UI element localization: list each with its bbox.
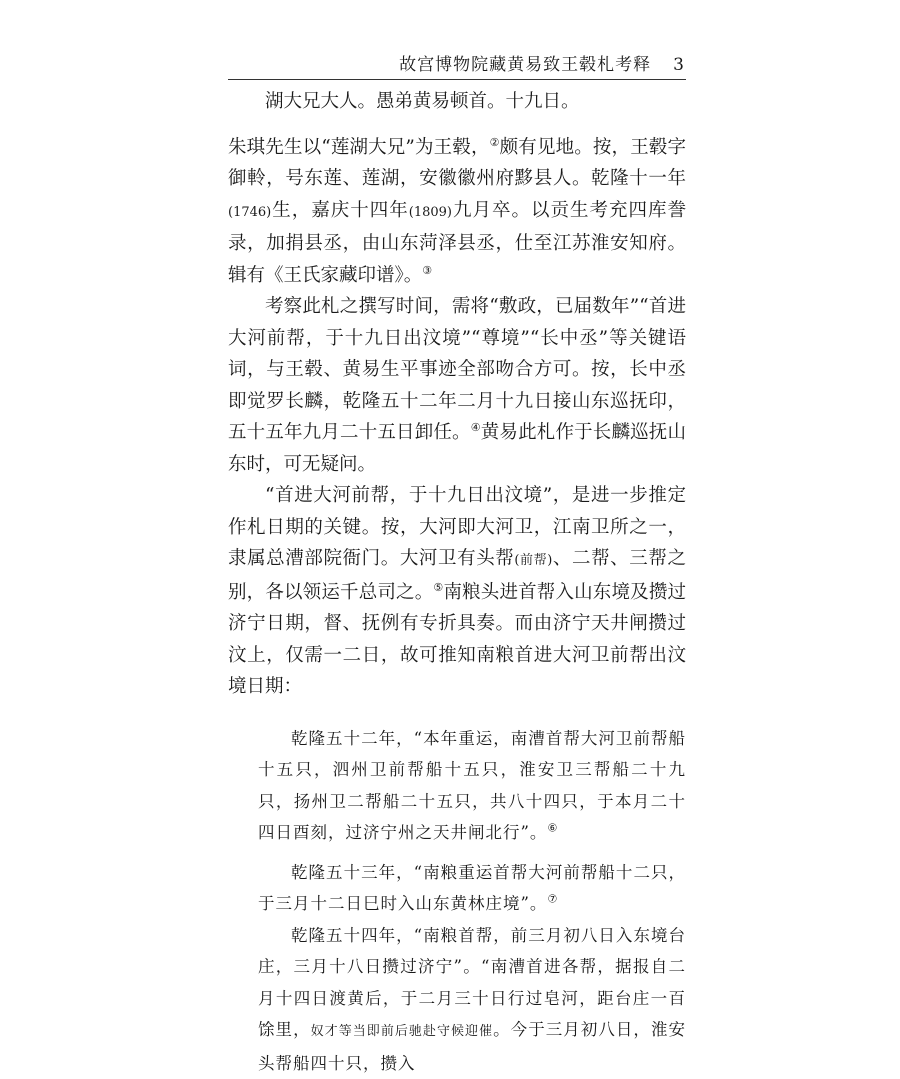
paragraph-gap [228,849,686,857]
text-run: 乾隆五十二年，“本年重运，南漕首帮大河卫前帮船十五只，泗州卫前帮船十五只，淮安卫三帮船二十九只，扬州卫二帮船二十五只，共八十四只，于本月二十四日酉刻，过济宁州之天井闸北行”。 [258,729,686,843]
text-run: 生，嘉庆十四年 [271,200,409,221]
text-run: 。今于三月初八日，淮安头帮船四十只，攒入 [258,1020,686,1073]
paragraph-dating [228,291,686,480]
header-rule [228,79,686,80]
text-run: “首进大河前帮，于十九日出汶境”，是进一步推定作札日期的关键。按，大河即大河卫，江南卫所之一，隶属总漕部院衙门。大河卫有头帮 [228,485,686,569]
block-quote-1787 [258,723,686,849]
paragraph-gap [228,118,686,132]
footnote-marker: ⑦ [547,893,558,906]
text-run: 乾隆五十三年，“南粮重运首帮大河前帮船十二只，于三月十二日巳时入山东黄林庄境”。 [258,863,686,914]
footnote-marker: ③ [422,263,432,276]
page-body [228,86,686,1079]
footnote-marker: ④ [471,421,481,434]
text-run: 颇有见地。按，王毂字御軨，号东莲、莲湖，安徽徽州府黟县人。乾隆十一年 [228,137,686,190]
running-header [399,50,685,75]
footnote-marker: ② [490,135,500,148]
inline-annotation: (前帮) [514,553,552,568]
text-run: 、二帮、三帮之别，各以领运千总司之。 [228,548,686,603]
text-run: 考察此札之撰写时间，需将“敷政，已届数年”“首进大河前帮，于十九日出汶境”“尊境”“长中丞”等关键语词，与王毂、黄易生平事迹全部吻合方可。按，长中丞即觉罗长麟，乾隆五十二年二月十九日接山东巡抚印，五十五年九月二十五日卸任。 [228,296,686,443]
year-annotation: (1746) [228,205,271,220]
year-annotation: (1809) [409,205,452,220]
footnote-marker: ⑤ [433,580,443,593]
page-number: 3 [673,55,685,75]
text-run: 南粮头进首帮入山东境及攒过济宁日期，督、抚例有专折具奏。而由济宁天井闸攒过汶上，仅需一二日，故可推知南粮首进大河卫前帮出汶境日期： [228,582,686,698]
paragraph-identification [228,132,686,292]
paragraph-grain-fleet [228,480,686,703]
block-quote-1788 [258,857,686,920]
block-quote-1789 [258,920,686,1079]
text-run: 黄易此札作于长麟巡抚山东时，可无疑问。 [228,422,686,475]
text-run: 朱琪先生以“莲湖大兄”为王毂， [228,137,490,158]
paragraph-gap [228,703,686,723]
text-run: 乾隆五十四年，“南粮首帮，前三月初八日入东境台庄，三月十八日攒过济宁”。“南漕首进各帮，据报自二月十四日渡黄后，于二月三十日行过皂河，距台庄一百馀里， [258,926,686,1040]
letter-closing-line: 湖大兄大人。愚弟黄易顿首。十九日。 [228,86,686,118]
text-run: 九月卒。以贡生考充四库誊录，加捐县丞，由山东菏泽县丞，仕至江苏淮安知府。辑有《王氏家藏印谱》。 [228,200,686,286]
inline-annotation: 奴才等当即前后驰赴守候迎催 [311,1024,494,1039]
footnote-marker: ⑥ [547,822,558,835]
running-title: 故宫博物院藏黄易致王毂札考释 [399,55,651,75]
